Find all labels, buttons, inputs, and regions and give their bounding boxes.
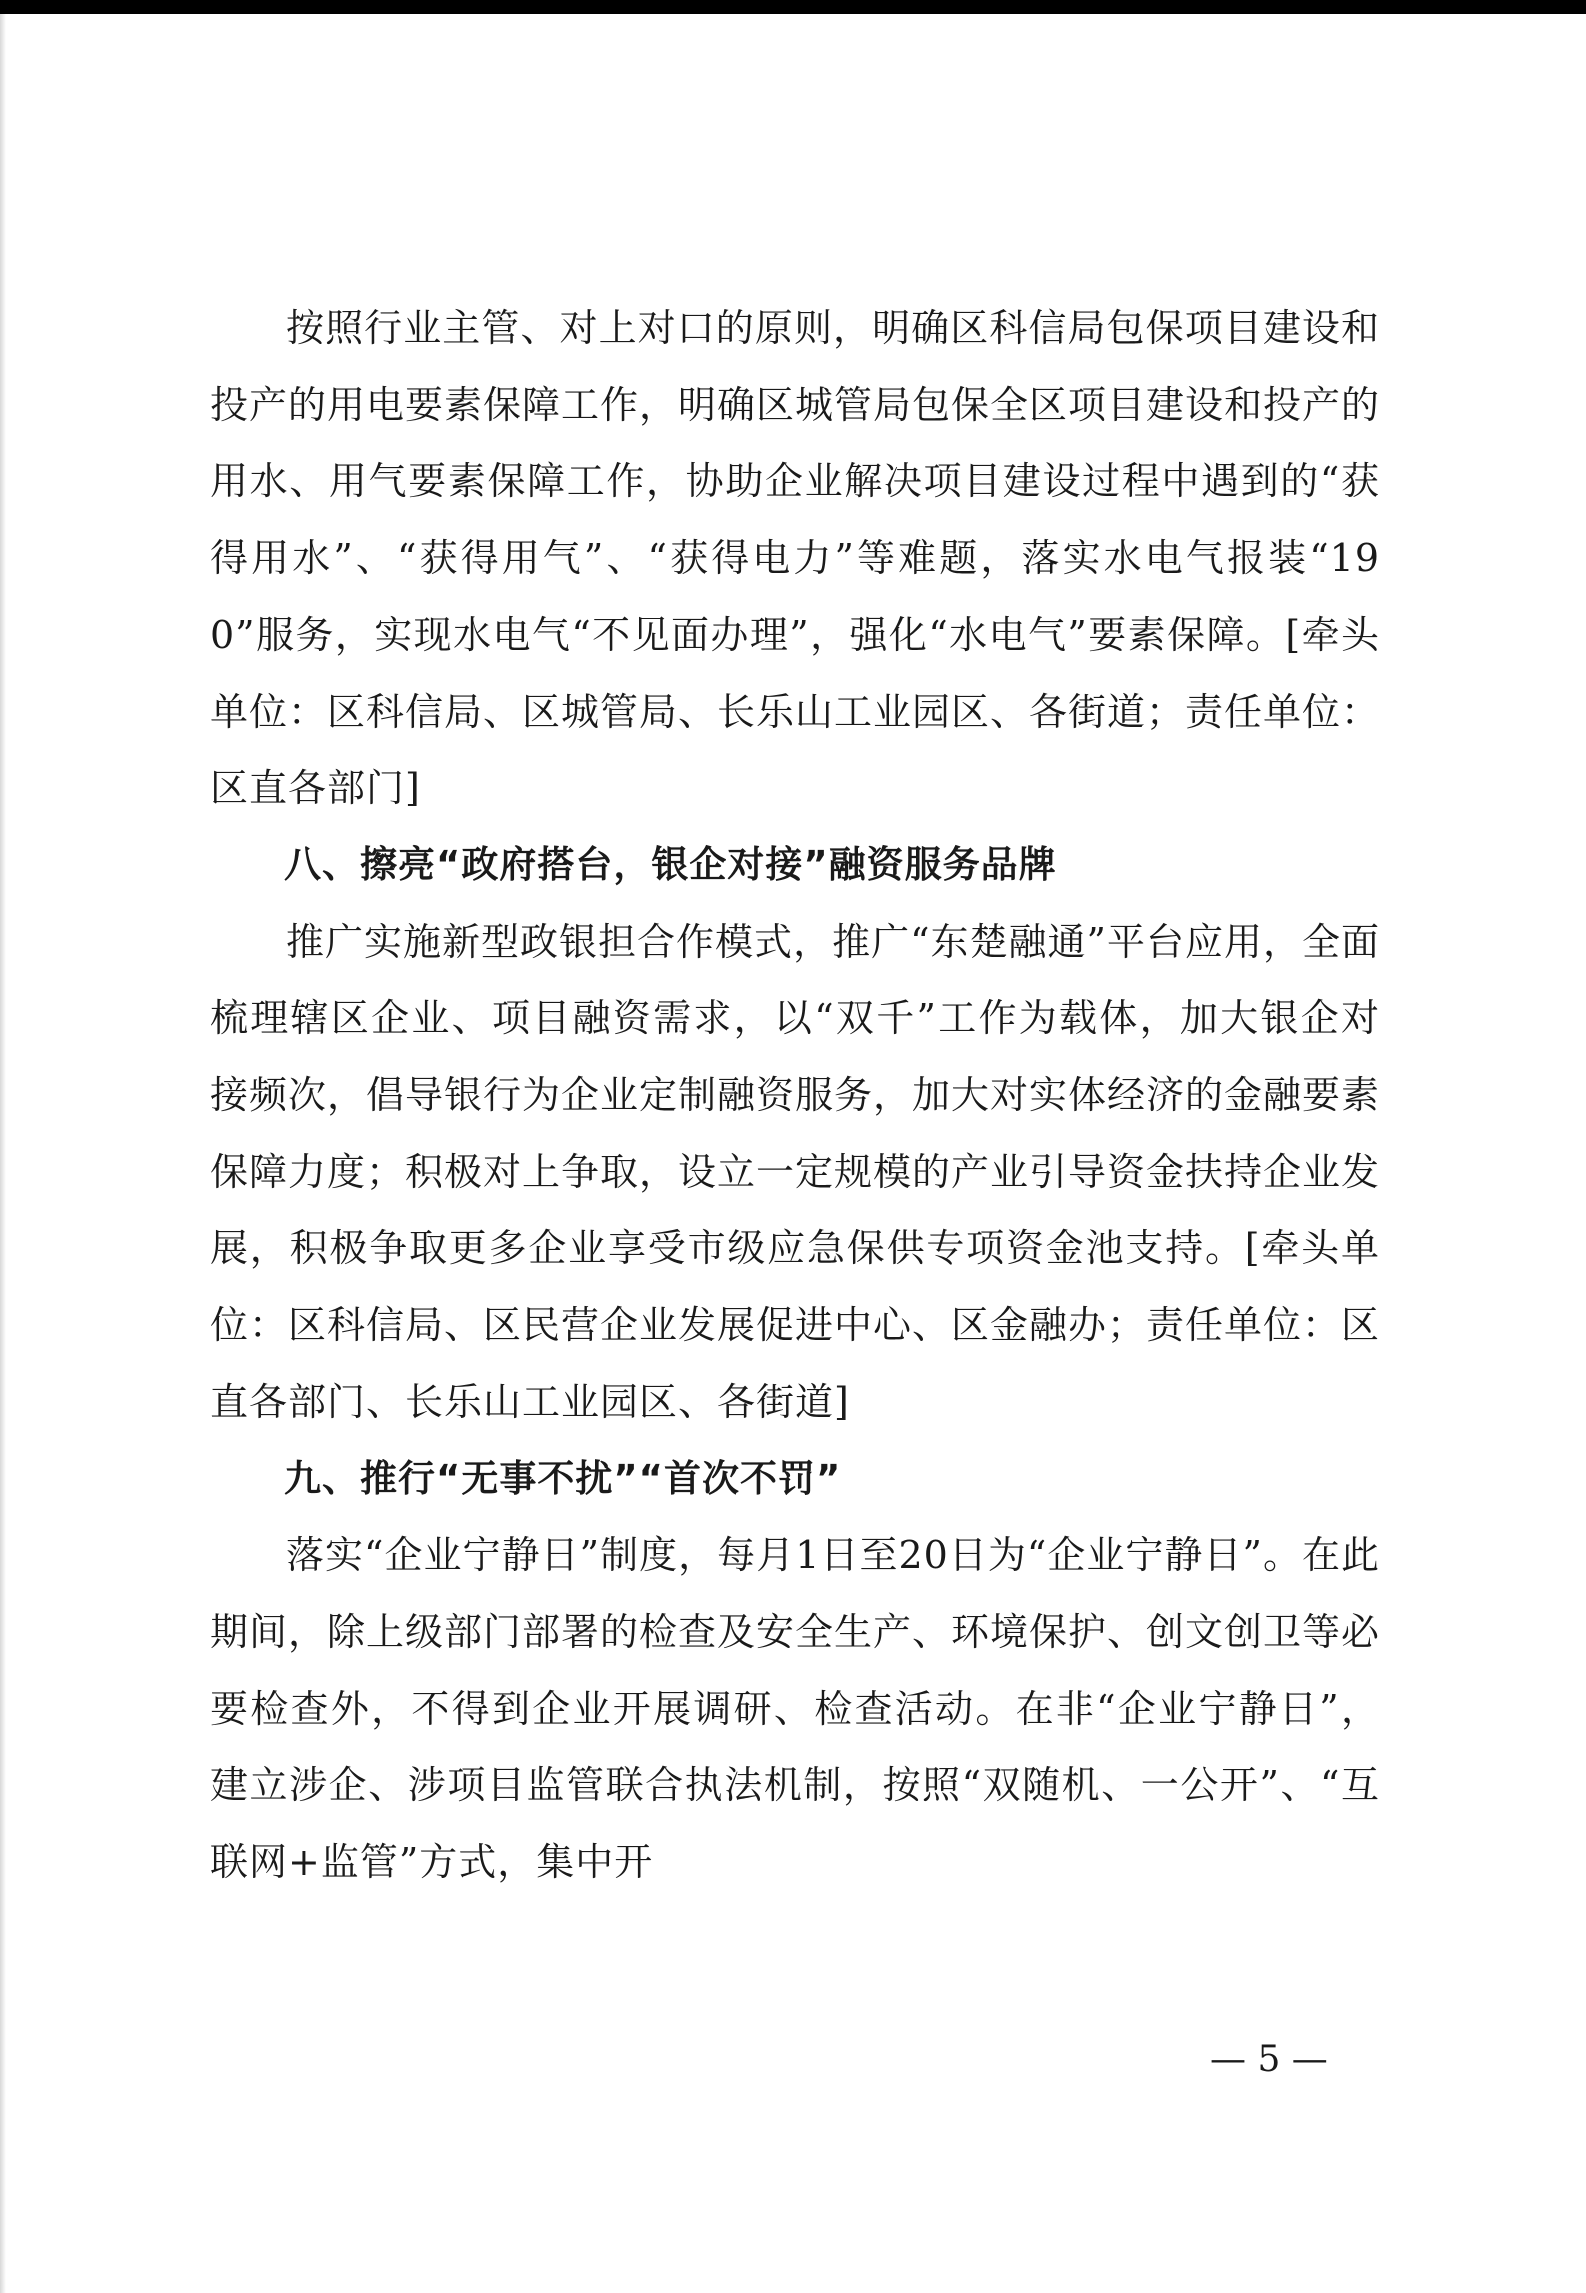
scan-top-edge — [0, 0, 1586, 14]
section-heading-8: 八、擦亮“政府搭台，银企对接”融资服务品牌 — [284, 842, 1057, 886]
document-page — [210, 290, 1380, 1901]
paragraph-financing-service: 推广实施新型政银担合作模式，推广“东楚融通”平台应用，全面梳理辖区企业、项目融资需求，以“双千”工作为载体，加大银企对接频次，倡导银行为企业定制融资服务，加大对实体经济的金融要素保障力度；积极对上争取，设立一定规模的产业引导资金扶持企业发展，积极争取更多企业享受市级应急保供专项资金池支持。[牵头单位：区科信局、区民营企业发展促进中心、区金融办；责任单位：区直各部门、长乐山工业园区、各街道] — [210, 919, 1381, 1424]
page-number: — 5 — — [1210, 2039, 1328, 2080]
paragraph-quiet-day: 落实“企业宁静日”制度，每月1日至20日为“企业宁静日”。在此期间，除上级部门部署的检查及安全生产、环境保护、创文创卫等必要检查外，不得到企业开展调研、检查活动。在非“企业宁静日”，建立涉企、涉项目监管联合执法机制，按照“双随机、一公开”、“互联网+监管”方式，集中开 — [210, 1533, 1381, 1885]
section-heading-9: 九、推行“无事不扰”“首次不罚” — [284, 1456, 842, 1500]
paragraph-utilities-guarantee: 按照行业主管、对上对口的原则，明确区科信局包保项目建设和投产的用电要素保障工作，明确区城管局包保全区项目建设和投产的用水、用气要素保障工作，协助企业解决项目建设过程中遇到的“获得用水”、“获得用气”、“获得电力”等难题，落实水电气报装“190”服务，实现水电气“不见面办理”，强化“水电气”要素保障。[牵头单位：区科信局、区城管局、长乐山工业园区、各街道；责任单位：区直各部门] — [210, 306, 1381, 811]
scan-left-shadow — [0, 14, 6, 2293]
